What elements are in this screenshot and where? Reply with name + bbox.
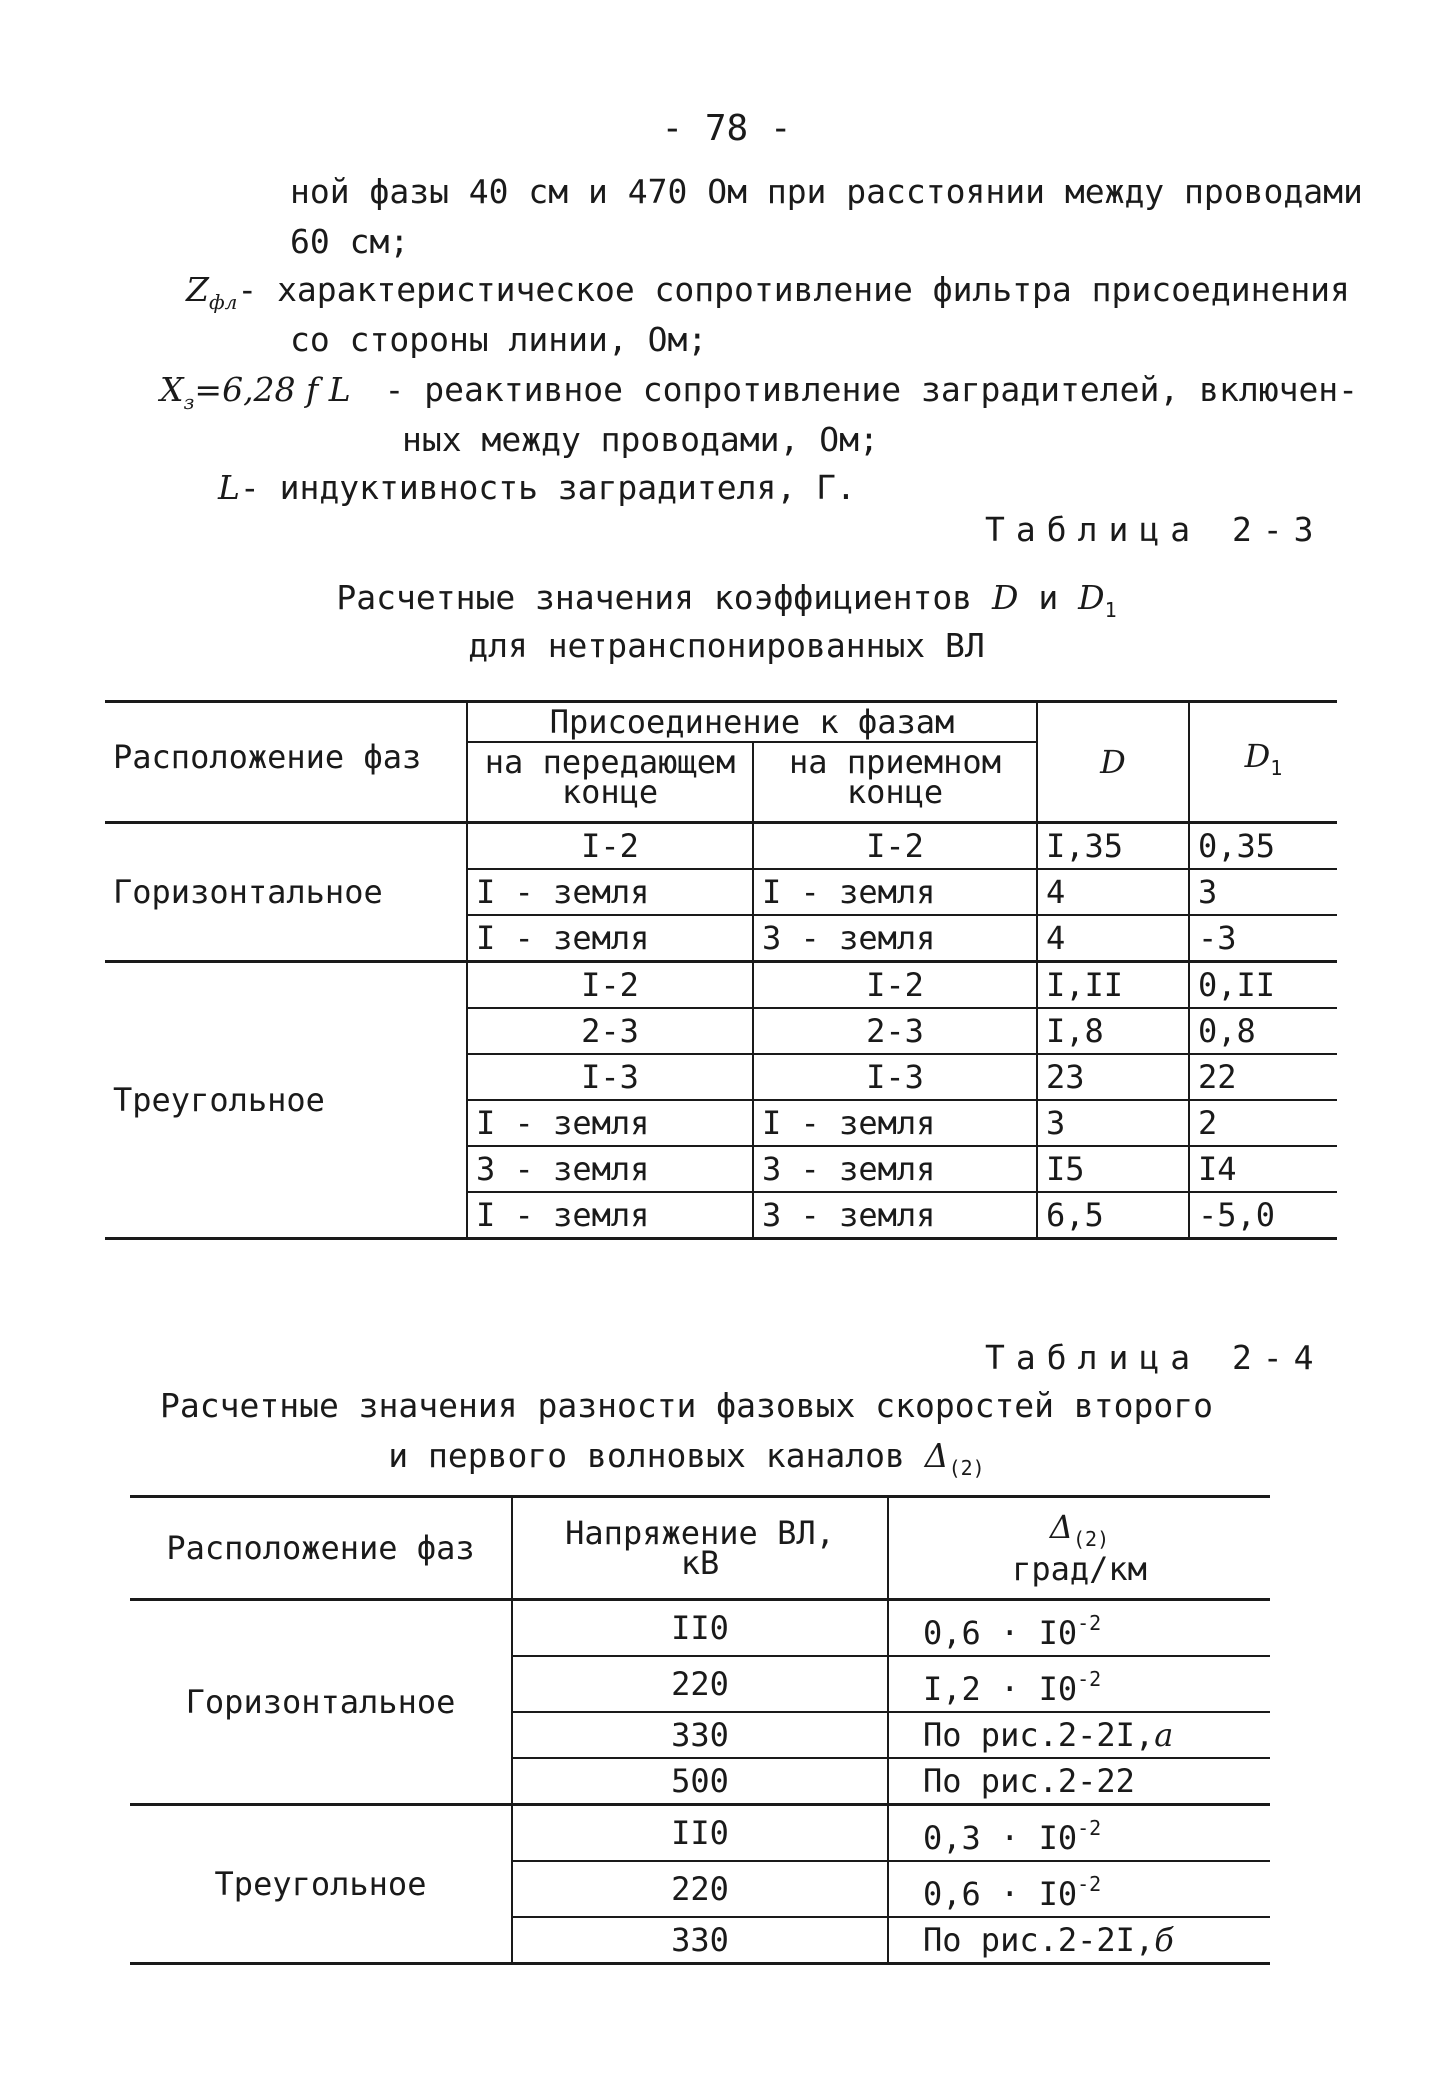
zfl-definition — [186, 270, 1350, 322]
intro-line-1: ной фазы 40 см и 470 Ом при расстоянии между проводами — [290, 172, 1363, 211]
delta-value-base: 0,3 · I0 — [923, 1819, 1078, 1857]
cell-d1: 2 — [1189, 1100, 1337, 1146]
cell-d1: 0,8 — [1189, 1008, 1337, 1054]
group-layout: Горизонтальное — [130, 1600, 512, 1805]
cell-receiving: I-2 — [753, 823, 1037, 870]
cell-d1: 22 — [1189, 1054, 1337, 1100]
l-definition — [218, 468, 856, 508]
header-d — [1037, 702, 1189, 823]
table-2-3-caption-1 — [0, 578, 1453, 630]
cell-d: 4 — [1037, 869, 1189, 915]
intro-line-2: 60 см; — [290, 222, 410, 261]
cell-delta-value — [888, 1917, 1270, 1964]
header-receiving — [753, 742, 1037, 823]
cell-d: 4 — [1037, 915, 1189, 962]
x3-symbol: X — [160, 370, 184, 409]
cell-receiving: I - земля — [753, 1100, 1037, 1146]
cell-d: I,35 — [1037, 823, 1189, 870]
cell-sending: I-2 — [467, 823, 753, 870]
table-2-4-caption-2 — [0, 1436, 1413, 1488]
caption-2-text: и первого волновых каналов — [388, 1436, 905, 1475]
cell-sending: 3 - земля — [467, 1146, 753, 1192]
cell-sending: I - земля — [467, 1100, 753, 1146]
table-row — [105, 823, 1337, 870]
cell-sending: I-2 — [467, 962, 753, 1009]
cell-delta-value — [888, 1861, 1270, 1917]
table-row — [130, 1600, 1270, 1657]
t24-header-delta — [888, 1497, 1270, 1600]
cell-receiving: 2-3 — [753, 1008, 1037, 1054]
zfl-subscript: фл — [208, 290, 238, 314]
t24-delta-symbol: Δ — [1049, 1508, 1073, 1546]
caption-d-symbol: D — [992, 578, 1019, 617]
table-row — [105, 962, 1337, 1009]
cell-d: 23 — [1037, 1054, 1189, 1100]
t24-header-phase-layout: Расположение фаз — [130, 1497, 512, 1600]
x3-definition — [160, 370, 1358, 422]
cell-voltage: 330 — [512, 1712, 888, 1758]
cell-d1: I4 — [1189, 1146, 1337, 1192]
cell-delta-value — [888, 1656, 1270, 1712]
t24-header-voltage-line-1: Напряжение ВЛ, — [565, 1514, 835, 1552]
header-sending-line-2: конце — [561, 773, 659, 811]
cell-voltage: 500 — [512, 1758, 888, 1805]
header-d1 — [1189, 702, 1337, 823]
cell-d: I,8 — [1037, 1008, 1189, 1054]
caption-delta-sub: (2) — [948, 1456, 985, 1480]
cell-receiving: 3 - земля — [753, 915, 1037, 962]
l-symbol: L — [218, 468, 240, 507]
table-2-3-title: Таблица 2-3 — [985, 510, 1325, 549]
cell-delta-value — [888, 1805, 1270, 1862]
cell-voltage: 220 — [512, 1861, 888, 1917]
cell-d1: 0,35 — [1189, 823, 1337, 870]
t24-header-voltage-line-2: кВ — [680, 1544, 720, 1582]
x3-text-1: - реактивное сопротивление заградителей, включен- — [384, 370, 1359, 409]
t24-header-unit: град/км — [1012, 1550, 1147, 1588]
header-sending-line-1: на передающем — [484, 743, 736, 781]
x3-subscript: з — [183, 390, 195, 414]
caption-d1-symbol: D — [1078, 578, 1105, 617]
table-2-4 — [130, 1495, 1270, 1965]
cell-d1: 0,II — [1189, 962, 1337, 1009]
cell-sending: I - земля — [467, 915, 753, 962]
page-number: - 78 - — [661, 108, 792, 149]
cell-voltage: II0 — [512, 1600, 888, 1657]
header-phase-layout: Расположение фаз — [105, 702, 467, 823]
delta-value-base: 0,6 · I0 — [923, 1614, 1078, 1652]
cell-sending: I - земля — [467, 1192, 753, 1239]
cell-sending: 2-3 — [467, 1008, 753, 1054]
cell-sending: I-3 — [467, 1054, 753, 1100]
table-2-3-caption-2: для нетранспонированных ВЛ — [468, 626, 985, 665]
header-sending — [467, 742, 753, 823]
caption-delta-symbol: Δ — [924, 1436, 949, 1475]
delta-value-base: По рис.2-2I, — [923, 1921, 1155, 1959]
x3-formula: =6,28 f L — [194, 370, 351, 409]
delta-value-exponent: -2 — [1077, 1872, 1102, 1896]
figure-ref-letter: б — [1154, 1921, 1174, 1959]
cell-d: 6,5 — [1037, 1192, 1189, 1239]
cell-receiving: 3 - земля — [753, 1192, 1037, 1239]
cell-d1: -3 — [1198, 919, 1237, 957]
table-2-3 — [105, 700, 1337, 1240]
caption-text: Расчетные значения коэффициентов — [336, 578, 973, 617]
t24-delta-sub: (2) — [1072, 1527, 1110, 1551]
delta-value-exponent: -2 — [1077, 1816, 1102, 1840]
delta-value-base: 0,6 · I0 — [923, 1875, 1078, 1913]
cell-receiving: I-3 — [753, 1054, 1037, 1100]
caption-d1-sub: 1 — [1104, 598, 1117, 622]
cell-receiving: I-2 — [753, 962, 1037, 1009]
delta-value-exponent: -2 — [1077, 1611, 1102, 1635]
d1-symbol: D — [1244, 737, 1271, 775]
d1-subscript: 1 — [1270, 756, 1283, 780]
delta-value-base: I,2 · I0 — [923, 1670, 1078, 1708]
cell-d: I,II — [1037, 962, 1189, 1009]
figure-ref-letter: а — [1154, 1716, 1174, 1754]
l-text: - индуктивность заградителя, Г. — [239, 468, 856, 507]
table-row — [130, 1805, 1270, 1862]
delta-value-base: По рис.2-22 — [923, 1762, 1135, 1800]
group-layout: Горизонтальное — [105, 823, 467, 962]
cell-d1: -5,0 — [1198, 1196, 1276, 1234]
x3-text-2: ных между проводами, Ом; — [402, 420, 879, 459]
cell-d: I5 — [1037, 1146, 1189, 1192]
zfl-text-2: со стороны линии, Ом; — [290, 320, 708, 359]
zfl-text-1: - характеристическое сопротивление фильтра присоединения — [237, 270, 1350, 309]
caption-and: и — [1038, 578, 1059, 617]
header-receiving-line-2: конце — [846, 773, 944, 811]
cell-sending: I - земля — [467, 869, 753, 915]
cell-receiving: 3 - земля — [753, 1146, 1037, 1192]
cell-delta-value — [888, 1758, 1270, 1805]
cell-delta-value — [888, 1712, 1270, 1758]
cell-d: 3 — [1037, 1100, 1189, 1146]
table-2-4-title: Таблица 2-4 — [985, 1338, 1325, 1377]
delta-value-base: По рис.2-2I, — [923, 1716, 1155, 1754]
cell-voltage: II0 — [512, 1805, 888, 1862]
zfl-symbol: Z — [186, 270, 209, 309]
cell-voltage: 220 — [512, 1656, 888, 1712]
delta-value-exponent: -2 — [1077, 1667, 1102, 1691]
t24-header-voltage — [512, 1497, 888, 1600]
header-connection: Присоединение к фазам — [467, 702, 1037, 743]
d-symbol: D — [1100, 743, 1126, 781]
cell-delta-value — [888, 1600, 1270, 1657]
cell-d1: 3 — [1189, 869, 1337, 915]
cell-receiving: I - земля — [753, 869, 1037, 915]
header-receiving-line-1: на приемном — [789, 743, 1001, 781]
cell-voltage: 330 — [512, 1917, 888, 1964]
group-layout: Треугольное — [130, 1805, 512, 1964]
table-2-4-caption-1: Расчетные значения разности фазовых скоростей второго — [160, 1386, 1213, 1425]
group-layout: Треугольное — [105, 962, 467, 1239]
